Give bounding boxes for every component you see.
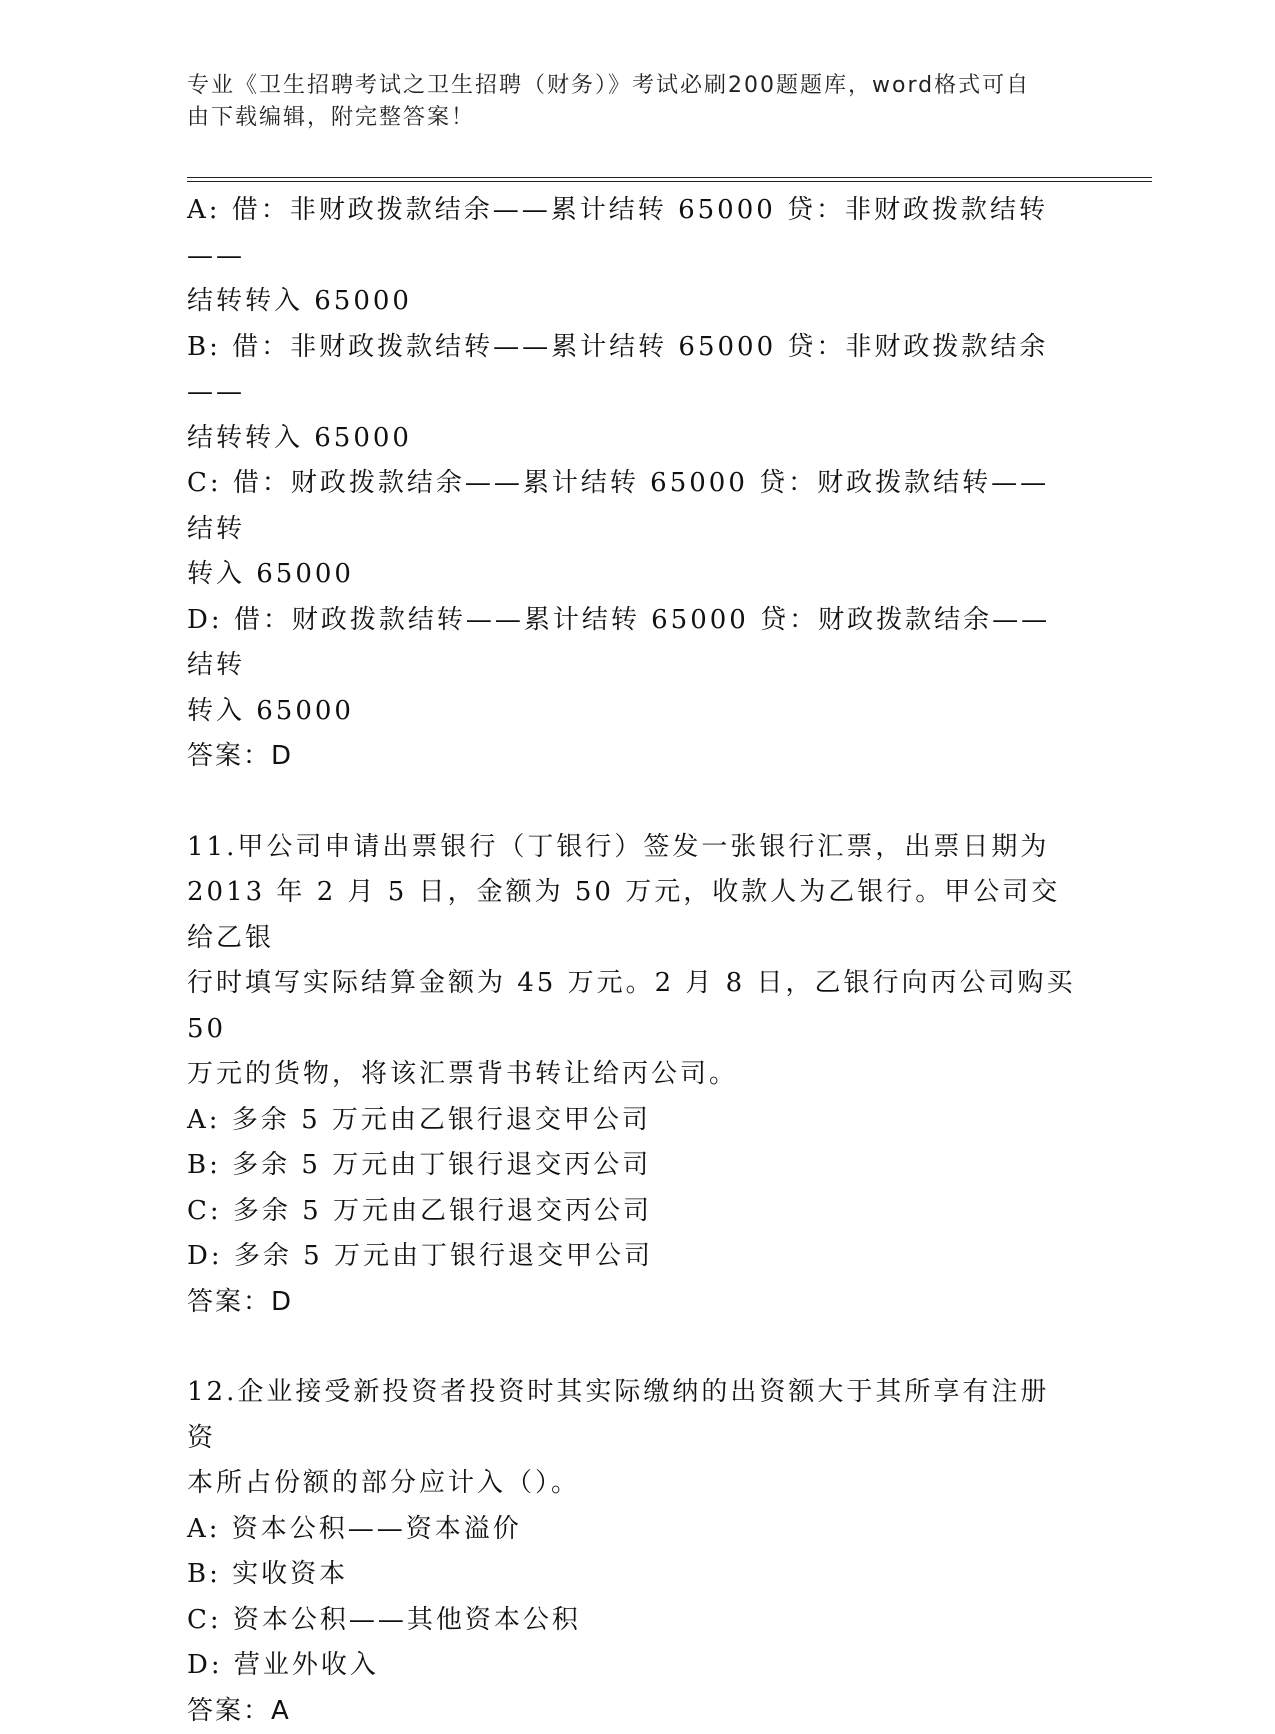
q10-option-b-line1: B: 借：非财政拨款结转——累计结转 65000 贷：非财政拨款结余—— [187,325,1077,416]
q11-option-b: B: 多余 5 万元由丁银行退交丙公司 [187,1143,1077,1189]
spacer [187,780,1077,825]
document-body [187,188,1077,1734]
q10-option-d-line1: D: 借：财政拨款结转——累计结转 65000 贷：财政拨款结余——结转 [187,598,1077,689]
q12-answer: 答案：A [187,1689,1077,1734]
q12-option-c: C: 资本公积——其他资本公积 [187,1598,1077,1644]
q10-option-a-line1: A: 借：非财政拨款结余——累计结转 65000 贷：非财政拨款结转—— [187,188,1077,279]
q11-stem-line1: 11.甲公司申请出票银行（丁银行）签发一张银行汇票，出票日期为 [187,825,1077,871]
q10-option-a-line2: 结转转入 65000 [187,279,1077,325]
q11-stem-line3: 行时填写实际结算金额为 45 万元。2 月 8 日，乙银行向丙公司购买 50 [187,961,1077,1052]
q10-option-b-line2: 结转转入 65000 [187,416,1077,462]
header-double-rule [187,177,1152,182]
q12-stem-line1: 12.企业接受新投资者投资时其实际缴纳的出资额大于其所享有注册资 [187,1370,1077,1461]
question-11-block [187,825,1077,1326]
header-line-2: 由下载编辑，附完整答案！ [187,102,1067,134]
header-line-1: 专业《卫生招聘考试之卫生招聘（财务）》考试必刷200题题库，word格式可自 [187,70,1067,102]
q10-answer: 答案：D [187,734,1077,780]
document-header [187,70,1067,134]
q10-option-c-line2: 转入 65000 [187,552,1077,598]
question-10-block [187,188,1077,780]
q11-option-a: A: 多余 5 万元由乙银行退交甲公司 [187,1098,1077,1144]
q11-answer: 答案：D [187,1280,1077,1326]
question-12-block [187,1370,1077,1734]
spacer [187,1325,1077,1370]
q12-option-b: B: 实收资本 [187,1552,1077,1598]
q11-option-c: C: 多余 5 万元由乙银行退交丙公司 [187,1189,1077,1235]
q11-stem-line4: 万元的货物，将该汇票背书转让给丙公司。 [187,1052,1077,1098]
q11-option-d: D: 多余 5 万元由丁银行退交甲公司 [187,1234,1077,1280]
q10-option-d-line2: 转入 65000 [187,689,1077,735]
q10-option-c-line1: C: 借：财政拨款结余——累计结转 65000 贷：财政拨款结转——结转 [187,461,1077,552]
q12-option-a: A: 资本公积——资本溢价 [187,1507,1077,1553]
q11-stem-line2: 2013 年 2 月 5 日，金额为 50 万元，收款人为乙银行。甲公司交给乙银 [187,870,1077,961]
q12-stem-line2: 本所占份额的部分应计入（）。 [187,1461,1077,1507]
q12-option-d: D: 营业外收入 [187,1643,1077,1689]
